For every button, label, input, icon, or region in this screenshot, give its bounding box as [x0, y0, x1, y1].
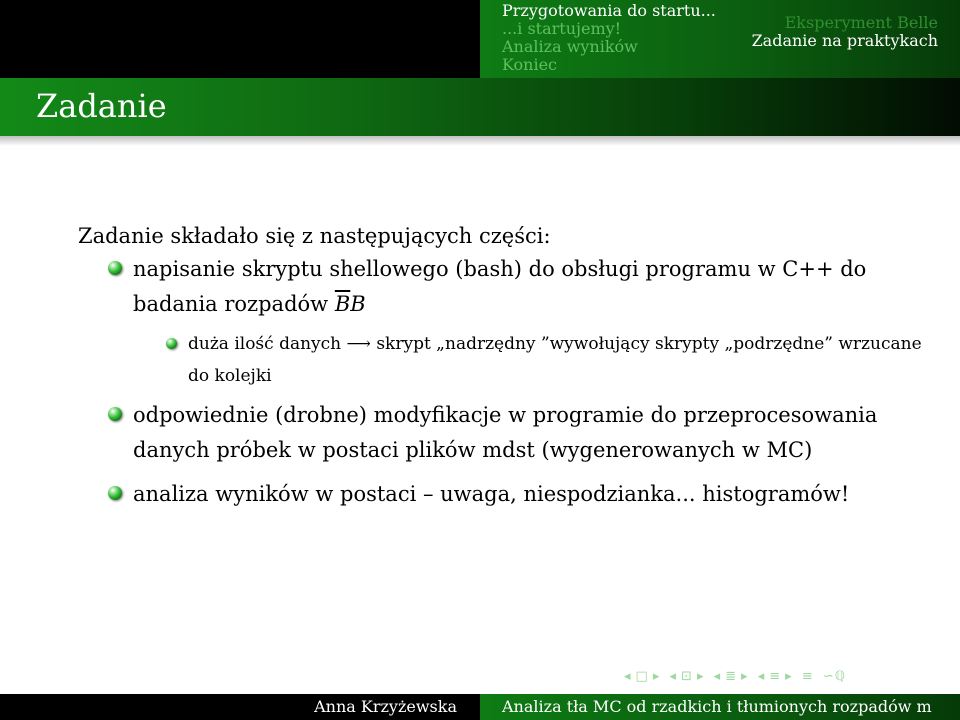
document-icon[interactable]: ≡ — [769, 669, 782, 684]
task-list — [78, 252, 948, 512]
section-icon[interactable]: ≣ — [725, 669, 738, 684]
right-arrow-icon: ⟶ — [346, 334, 371, 354]
bullet-ball-icon — [108, 407, 122, 421]
nav-section-zadanie-na-praktykach[interactable]: Zadanie na praktykach — [751, 31, 938, 50]
sub-bullet-ball-icon — [166, 338, 177, 349]
footer-author: Anna Krzyżewska — [314, 697, 457, 716]
sub-list-item — [133, 328, 948, 392]
prev-document-icon[interactable]: ◂ — [757, 669, 766, 684]
bullet-ball-icon — [108, 486, 122, 500]
prev-section-icon[interactable]: ◂ — [713, 669, 722, 684]
intro-text: Zadanie składało się z następujących części: — [78, 224, 551, 248]
subsection-icon[interactable]: ⊡ — [681, 669, 693, 684]
item-text: napisanie skryptu shellowego (bash) do obsługi programu w C++ do badania rozpadów — [133, 257, 867, 316]
list-item — [78, 398, 948, 468]
footer-title-panel — [480, 694, 960, 720]
prev-frame-icon[interactable]: ◂ — [624, 669, 632, 684]
nav-subsection-przygotowania[interactable]: Przygotowania do startu... — [502, 1, 716, 20]
sub-item-part1: duża ilość danych — [188, 334, 342, 354]
footer-title: Analiza tła MC od rzadkich i tłumionych rozpadów m — [502, 697, 932, 716]
slide-content — [78, 220, 948, 512]
prev-subsection-icon[interactable]: ◂ — [669, 669, 678, 684]
footer — [0, 694, 960, 720]
nav-subsection-startujemy[interactable]: ...i startujemy! — [502, 19, 622, 38]
section-list — [752, 14, 938, 50]
math-bbar — [335, 292, 366, 316]
next-frame-icon[interactable]: ▸ — [652, 669, 661, 684]
frame-title: Zadanie — [36, 87, 167, 125]
list-item — [78, 477, 948, 512]
next-section-icon[interactable]: ▸ — [741, 669, 749, 684]
title-shadow — [0, 136, 960, 146]
section-nav-panel — [0, 0, 480, 78]
frame-icon[interactable]: □ — [635, 669, 649, 684]
item-text: analiza wyników w postaci – uwaga, niespodzianka... histogramów! — [133, 482, 850, 506]
next-subsection-icon[interactable]: ▸ — [696, 669, 705, 684]
footer-author-panel — [0, 694, 480, 720]
sub-item-part2: skrypt „nadrzędny ”wywołujący skrypty „podrzędne” wrzucane do kolejki — [188, 334, 922, 386]
item-text: odpowiednie (drobne) modyfikacje w programie do przeprocesowania danych próbek w postaci plików mdst (wygenerowanych w MC) — [133, 403, 878, 462]
align-icon[interactable]: ≡ — [801, 669, 814, 684]
subsection-list — [502, 2, 716, 74]
navigation-symbols — [622, 669, 848, 684]
nav-subsection-koniec[interactable]: Koniec — [502, 55, 558, 74]
next-document-icon[interactable]: ▸ — [785, 669, 793, 684]
search-icon[interactable]: ∽ℚ — [822, 669, 846, 684]
bullet-ball-icon — [108, 261, 122, 275]
math-b: B — [350, 292, 366, 316]
nav-subsection-analiza-wynikow[interactable]: Analiza wyników — [502, 37, 638, 56]
list-item — [78, 252, 948, 392]
sub-list — [133, 328, 948, 392]
math-b-bar: $\overline{B}$ — [334, 292, 351, 316]
nav-section-eksperyment-belle[interactable]: Eksperyment Belle — [784, 13, 938, 32]
